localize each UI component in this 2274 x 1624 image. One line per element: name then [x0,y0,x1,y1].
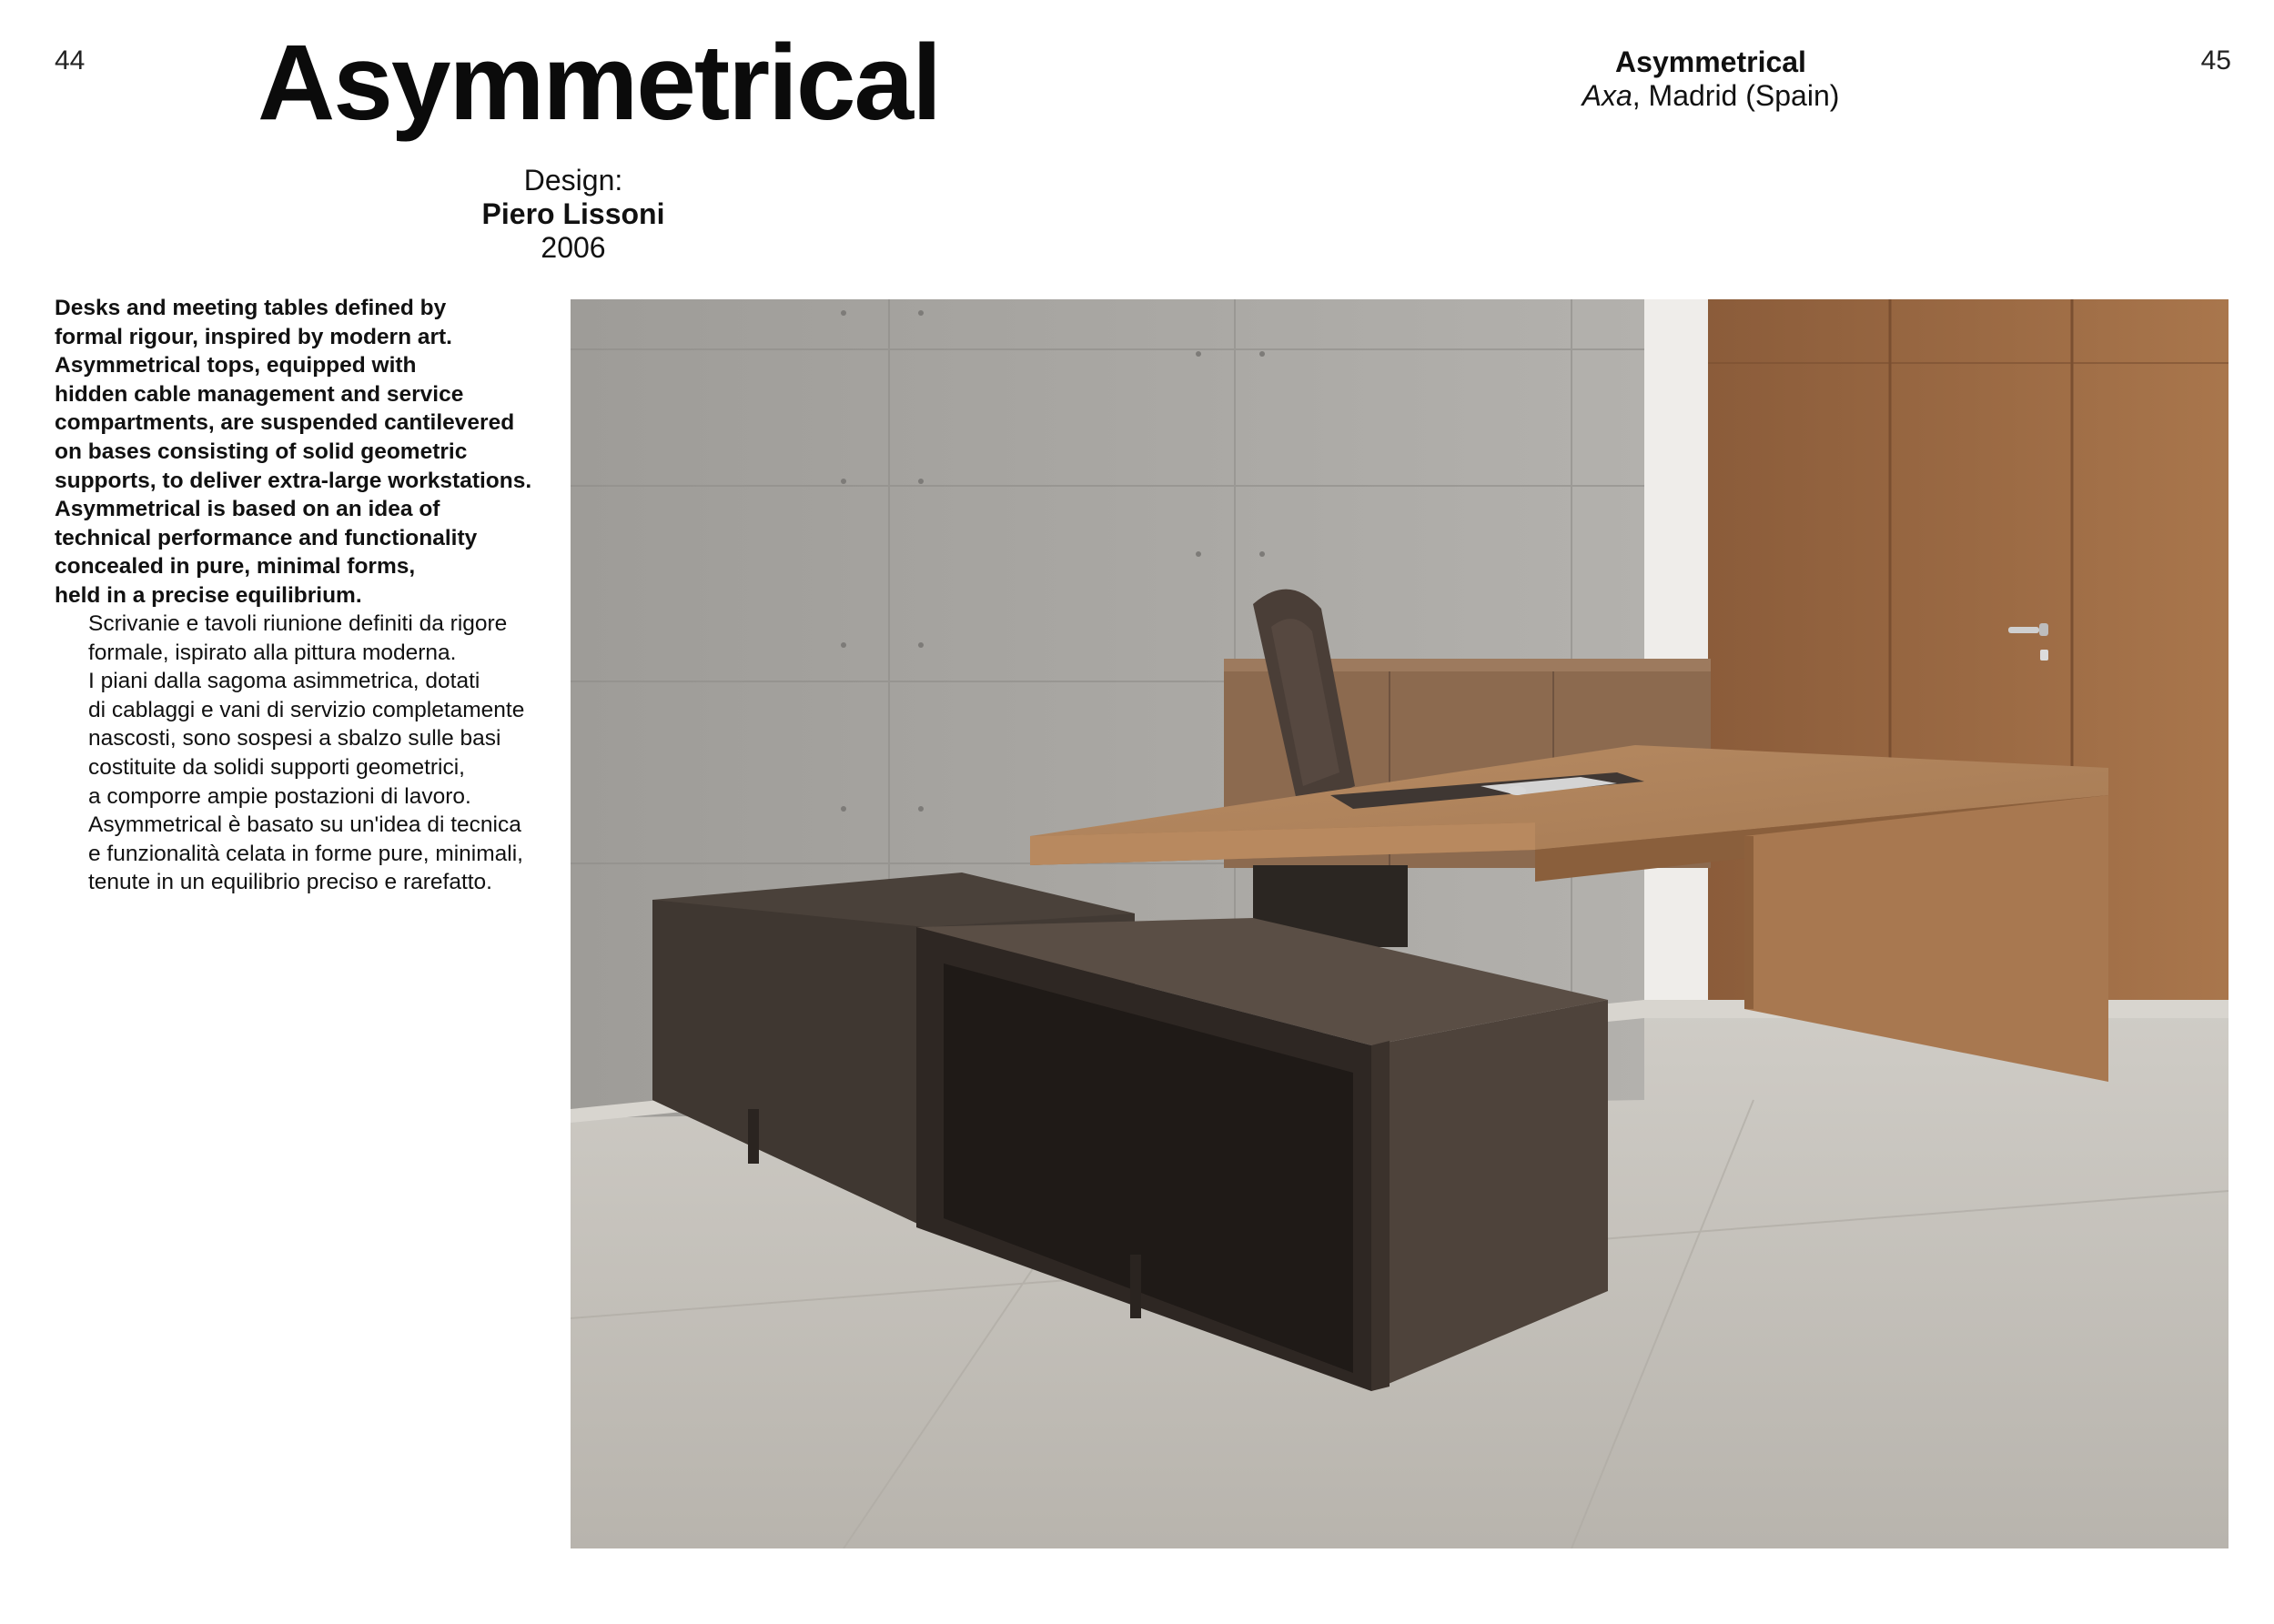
description-line: Scrivanie e tavoli riunione definiti da rigore [88,611,508,636]
description-line: hidden cable management and service [55,381,464,407]
mouse [1508,786,1526,795]
description-english [55,294,564,610]
description-line: compartments, are suspended cantilevered [55,410,515,436]
photo-caption [1492,45,1929,113]
page-number-right: 45 [2200,45,2231,76]
product-photo [571,299,2229,1548]
caption-location [1492,79,1929,113]
description-line: e funzionalità celata in forme pure, minimali, [88,841,523,866]
description-line: on bases consisting of solid geometric [55,439,468,464]
design-label: Design: [523,164,623,197]
description-line: I piani dalla sagoma asimmetrica, dotati [88,669,480,694]
description-line: di cablaggi e vani di servizio completamente [88,697,525,722]
light-strip [1644,299,1708,1009]
caption-location-italic: Axa [1582,79,1632,112]
description-line: supports, to deliver extra-large workstations. [55,468,532,493]
description-line: formale, ispirato alla pittura moderna. [88,640,457,665]
description-line: held in a precise equilibrium. [55,582,362,608]
description-italian [88,610,580,897]
description-line: Asymmetrical is based on an idea of [55,497,440,522]
description-line: Desks and meeting tables defined by [55,296,447,320]
office-desk-illustration [571,299,2229,1548]
description-line: costituite da solidi supporti geometrici, [88,754,465,780]
page-number-left: 44 [55,45,86,76]
caption-location-rest: , Madrid (Spain) [1632,79,1840,112]
description-line: Asymmetrical è basato su un'idea di tecnica [88,812,521,838]
description-line: a comporre ampie postazioni di lavoro. [88,783,471,809]
page-title: Asymmetrical [258,23,940,143]
description-line: formal rigour, inspired by modern art. [55,324,452,349]
designer-name: Piero Lissoni [481,197,665,230]
description-line: tenute in un equilibrio preciso e rarefatto. [88,870,492,895]
description-line: concealed in pure, minimal forms, [55,554,416,580]
design-year: 2006 [541,231,606,264]
description-line: nascosti, sono sospesi a sbalzo sulle basi [88,726,501,751]
description-line: technical performance and functionality [55,525,478,550]
description-line: Asymmetrical tops, equipped with [55,353,417,378]
design-credit [428,164,719,265]
caption-title: Asymmetrical [1615,45,1806,78]
